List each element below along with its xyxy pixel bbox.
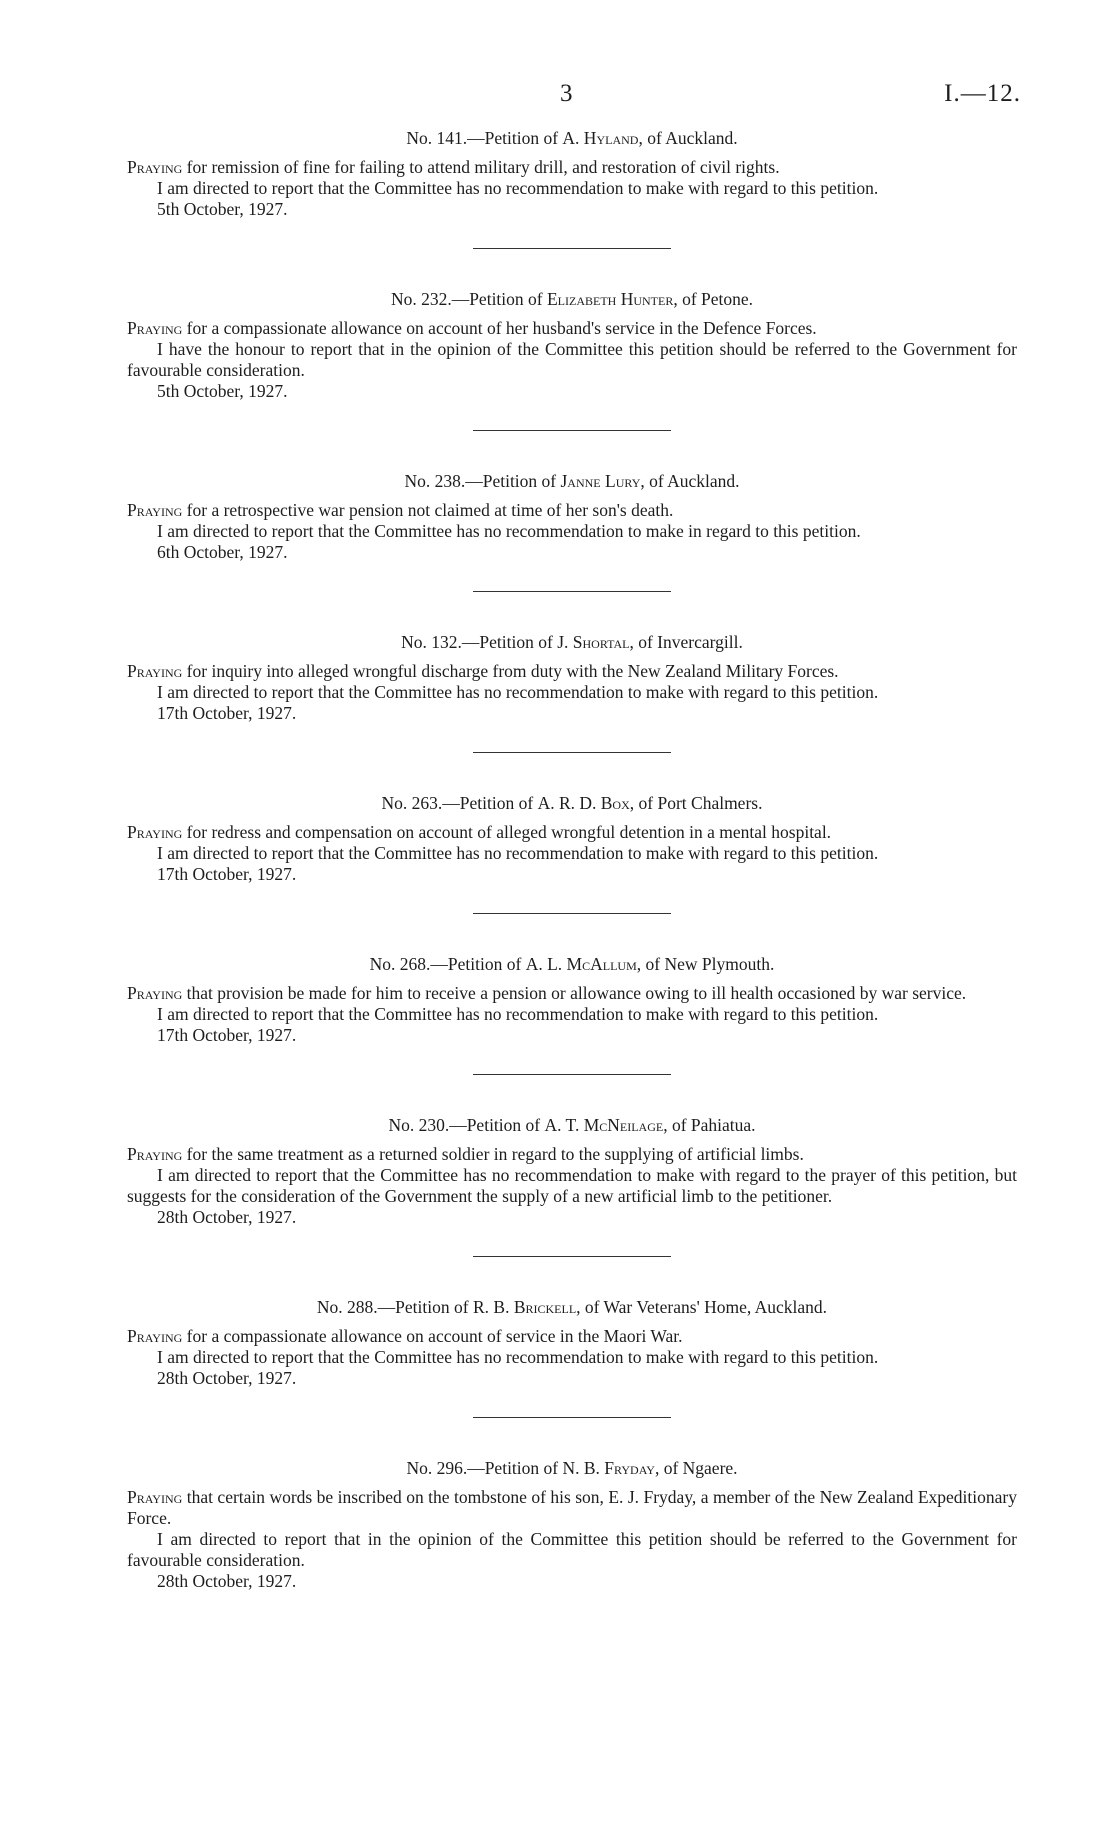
petition-heading: No. 296.—Petition of N. B. Fryday, of Ngaere. bbox=[406, 1458, 738, 1478]
petition-entry bbox=[127, 1297, 1017, 1389]
petition-heading: No. 263.—Petition of A. R. D. Box, of Port Chalmers. bbox=[381, 793, 763, 813]
petition-heading: No. 141.—Petition of A. Hyland, of Auckland. bbox=[406, 128, 738, 148]
petition-heading: No. 232.—Petition of Elizabeth Hunter, of Petone. bbox=[390, 289, 754, 309]
petitioner-name: A. T. McNeilage bbox=[544, 1115, 664, 1135]
committee-report: I am directed to report that the Committee has no recommendation to make with regard to this petition. bbox=[157, 1004, 879, 1024]
petitioner-name: J. Shortal bbox=[557, 632, 630, 652]
petition-entry bbox=[127, 471, 1017, 563]
petition-entry bbox=[127, 954, 1017, 1046]
report-date: 17th October, 1927. bbox=[157, 1025, 297, 1045]
petition-prayer: Praying for a retrospective war pension not claimed at time of her son's death. bbox=[127, 500, 674, 520]
section-divider bbox=[473, 430, 671, 431]
petition-entry bbox=[127, 289, 1017, 402]
section-divider bbox=[473, 1256, 671, 1257]
committee-report: I am directed to report that the Committee has no recommendation to make with regard to the prayer of this petition, but suggests for the consideration of the Government the supply of a new artificial limb to the petitioner. bbox=[127, 1165, 1017, 1206]
petition-entry bbox=[127, 1115, 1017, 1228]
section-divider bbox=[473, 752, 671, 753]
petition-prayer: Praying for redress and compensation on account of alleged wrongful detention in a mental hospital. bbox=[127, 822, 832, 842]
page-header bbox=[0, 80, 1114, 110]
committee-report: I have the honour to report that in the opinion of the Committee this petition should be referred to the Government for favourable consideration. bbox=[127, 339, 1017, 380]
petitions-list bbox=[127, 128, 1017, 1592]
petition-prayer: Praying for a compassionate allowance on account of her husband's service in the Defence Forces. bbox=[127, 318, 817, 338]
petition-prayer: Praying for a compassionate allowance on account of service in the Maori War. bbox=[127, 1326, 683, 1346]
petitioner-name: A. R. D. Box bbox=[537, 793, 630, 813]
petition-entry bbox=[127, 128, 1017, 220]
committee-report: I am directed to report that the Committee has no recommendation to make with regard to this petition. bbox=[157, 682, 879, 702]
petitioner-name: A. L. McAllum bbox=[525, 954, 637, 974]
committee-report: I am directed to report that the Committee has no recommendation to make with regard to this petition. bbox=[157, 843, 879, 863]
report-date: 5th October, 1927. bbox=[157, 199, 288, 219]
petition-heading: No. 230.—Petition of A. T. McNeilage, of Pahiatua. bbox=[388, 1115, 756, 1135]
report-date: 5th October, 1927. bbox=[157, 381, 288, 401]
petitioner-name: N. B. Fryday bbox=[562, 1458, 655, 1478]
petitioner-name: Elizabeth Hunter bbox=[546, 289, 674, 309]
section-divider bbox=[473, 248, 671, 249]
section-divider bbox=[473, 1417, 671, 1418]
petition-heading: No. 268.—Petition of A. L. McAllum, of New Plymouth. bbox=[369, 954, 775, 974]
petition-entry bbox=[127, 1458, 1017, 1592]
section-divider bbox=[473, 591, 671, 592]
petition-heading: No. 132.—Petition of J. Shortal, of Invercargill. bbox=[401, 632, 743, 652]
petitioner-name: R. B. Brickell bbox=[472, 1297, 577, 1317]
report-date: 6th October, 1927. bbox=[157, 542, 288, 562]
report-date: 28th October, 1927. bbox=[157, 1207, 297, 1227]
committee-report: I am directed to report that the Committee has no recommendation to make in regard to this petition. bbox=[157, 521, 861, 541]
petition-prayer: Praying that certain words be inscribed on the tombstone of his son, E. J. Fryday, a member of the New Zealand Expeditionary Force. bbox=[127, 1487, 1017, 1528]
petition-prayer: Praying for the same treatment as a returned soldier in regard to the supplying of artificial limbs. bbox=[127, 1144, 804, 1164]
committee-report: I am directed to report that in the opinion of the Committee this petition should be referred to the Government for favourable consideration. bbox=[127, 1529, 1017, 1570]
page-number: 3 bbox=[560, 80, 573, 107]
petitioner-name: Janne Lury bbox=[560, 471, 641, 491]
petition-prayer: Praying for inquiry into alleged wrongful discharge from duty with the New Zealand Military Forces. bbox=[127, 661, 839, 681]
report-date: 17th October, 1927. bbox=[157, 703, 297, 723]
petition-heading: No. 238.—Petition of Janne Lury, of Auckland. bbox=[404, 471, 740, 491]
petition-entry bbox=[127, 632, 1017, 724]
petition-prayer: Praying that provision be made for him to receive a pension or allowance owing to ill health occasioned by war service. bbox=[127, 983, 967, 1003]
petition-prayer: Praying for remission of fine for failing to attend military drill, and restoration of civil rights. bbox=[127, 157, 780, 177]
petition-heading: No. 288.—Petition of R. B. Brickell, of War Veterans' Home, Auckland. bbox=[316, 1297, 828, 1317]
section-divider bbox=[473, 1074, 671, 1075]
document-reference: I.—12. bbox=[944, 80, 1021, 107]
committee-report: I am directed to report that the Committee has no recommendation to make with regard to this petition. bbox=[157, 178, 879, 198]
committee-report: I am directed to report that the Committee has no recommendation to make with regard to this petition. bbox=[157, 1347, 879, 1367]
petitioner-name: A. Hyland bbox=[562, 128, 639, 148]
report-date: 28th October, 1927. bbox=[157, 1571, 297, 1591]
report-date: 17th October, 1927. bbox=[157, 864, 297, 884]
petition-entry bbox=[127, 793, 1017, 885]
section-divider bbox=[473, 913, 671, 914]
report-date: 28th October, 1927. bbox=[157, 1368, 297, 1388]
